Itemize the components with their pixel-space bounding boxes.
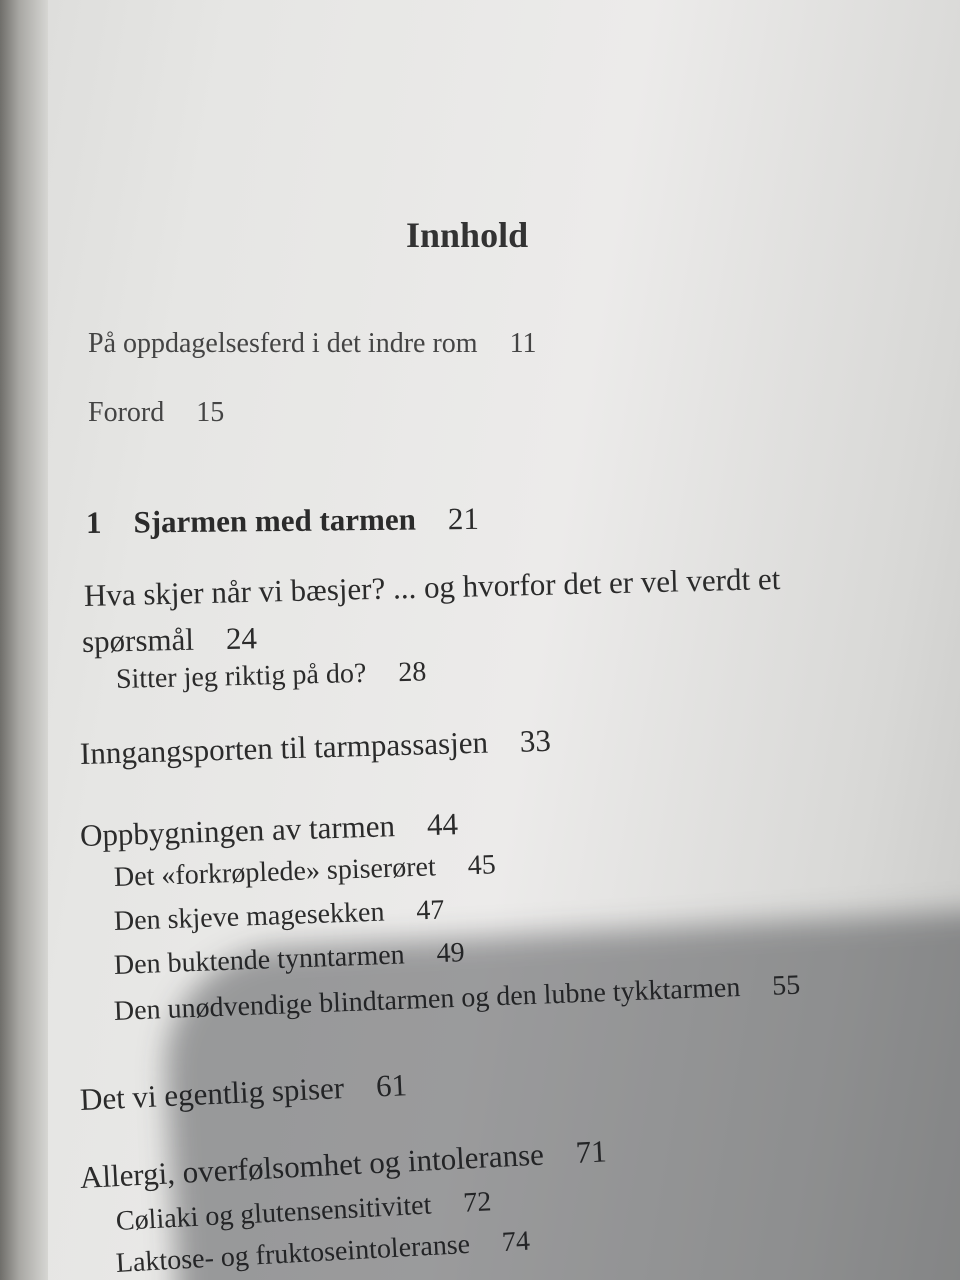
entry-page: 45: [467, 849, 497, 882]
toc-title: Innhold: [406, 215, 529, 255]
entry-label: Sitter jeg riktig på do?: [115, 657, 367, 695]
entry-page: 47: [415, 894, 445, 927]
entry-label: Den unødvendige blindtarmen og den lubne tykktarmen: [113, 971, 741, 1027]
chapter-heading: [86, 501, 479, 541]
chapter-label: Sjarmen med tarmen: [133, 501, 417, 540]
entry-label: Det vi egentlig spiser: [79, 1070, 345, 1117]
entry-label: Cøliaki og glutensensitivitet: [115, 1189, 433, 1237]
entry-label: Allergi, overfølsomhet og intoleranse: [79, 1136, 545, 1195]
hand-shadow: [160, 907, 960, 1280]
toc-entry: [79, 723, 551, 772]
entry-label: spørsmål: [81, 621, 195, 659]
entry-page: 44: [426, 806, 459, 843]
entry-label: Oppbygningen av tarmen: [79, 808, 396, 853]
entry-label: Det «forkrøplede» spiserøret: [113, 851, 437, 893]
toc-subentry: [116, 656, 427, 696]
page-edge: [0, 0, 48, 1280]
toc-entry-line1: Hva skjer når vi bæsjer? ... og hvorfor det er vel verdt et: [83, 560, 781, 613]
entry-label: Forord: [88, 397, 165, 428]
chapter-page: 21: [447, 500, 480, 537]
toc-entry: [88, 328, 537, 360]
entry-page: 28: [397, 656, 427, 689]
entry-page: 49: [436, 937, 466, 970]
entry-label: Inngangsporten til tarmpassasjen: [79, 724, 489, 771]
entry-page: 55: [771, 969, 801, 1002]
chapter-number: 1: [85, 504, 102, 540]
entry-page: 72: [462, 1186, 493, 1219]
toc-subentry: [113, 894, 444, 938]
toc-entry: [88, 397, 224, 429]
entry-page: 11: [509, 328, 537, 359]
toc-entry-line2: [82, 620, 258, 660]
entry-label: Den skjeve magesekken: [113, 896, 385, 937]
entry-page: 74: [501, 1225, 531, 1259]
entry-page: 24: [225, 620, 258, 656]
toc-subentry: [113, 849, 496, 894]
entry-page: 15: [196, 397, 225, 428]
entry-label: På oppdagelsesferd i det indre rom: [88, 328, 478, 359]
entry-page: 61: [375, 1067, 408, 1104]
toc-entry: [79, 806, 458, 854]
entry-label: Laktose- og fruktoseintoleranse: [115, 1228, 471, 1279]
entry-label: Den buktende tynntarmen: [113, 939, 406, 981]
entry-page: 71: [574, 1133, 608, 1170]
entry-page: 33: [519, 722, 552, 759]
